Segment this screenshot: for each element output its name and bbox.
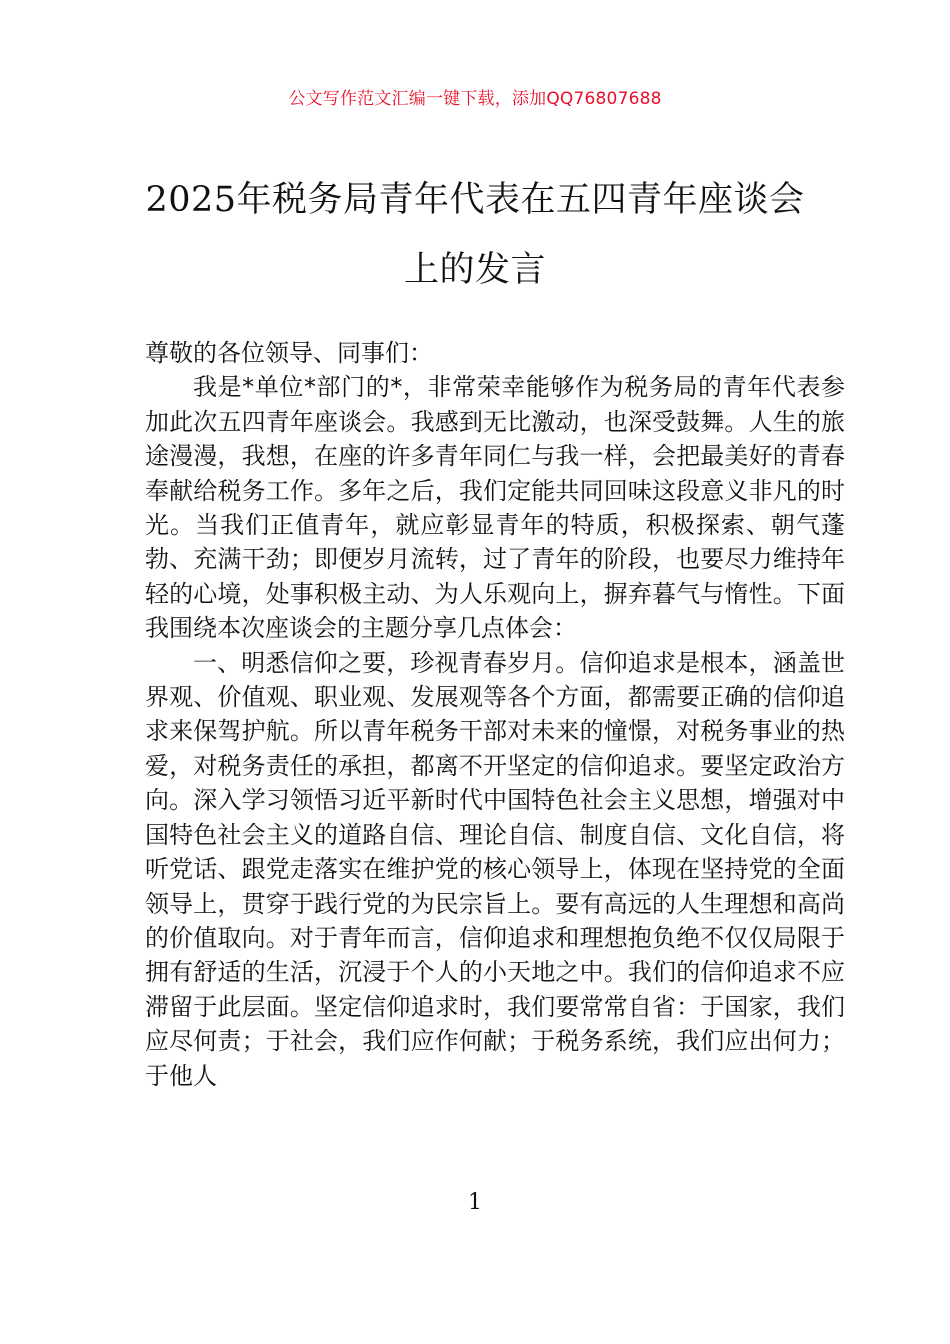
document-title-line-2: 上的发言 (403, 250, 546, 290)
document-title-line-1: 2025年税务局青年代表在五四青年座谈会 (145, 180, 805, 220)
page-number: 1 (468, 1190, 482, 1215)
paragraph-section-one (145, 646, 845, 1093)
download-watermark: 公文写作范文汇编一键下载，添加QQ76807688 (288, 89, 662, 109)
paragraph-intro: 我是*单位*部门的*，非常荣幸能够作为税务局的青年代表参加此次五四青年座谈会。我感到无比激动，也深受鼓舞。人生的旅途漫漫，我想，在座的许多青年同仁与我一样，会把最美好的青春奉献给税务工作。多年之后，我们定能共同回味这段意义非凡的时光。当我们正值青年，就应彰显青年的特质，积极探索、朝气蓬勃、充满干劲；即便岁月流转，过了青年的阶段，也要尽力维持年轻的心境，处事积极主动、为人乐观向上，摒弃暮气与惰性。下面我围绕本次座谈会的主题分享几点体会： (145, 373, 845, 643)
salutation: 尊敬的各位领导、同事们： (145, 339, 433, 367)
section-one-heading: 一、明悉信仰之要，珍视青春岁月。 (193, 648, 580, 677)
document-body (145, 336, 845, 1093)
section-one-body: 信仰追求是根本，涵盖世界观、价值观、职业观、发展观等各个方面，都需要正确的信仰追求来保驾护航。所以青年税务干部对未来的憧憬，对税务事业的热爱，对税务责任的承担，都离不开坚定的信仰追求。要坚定政治方向。深入学习领悟习近平新时代中国特色社会主义思想，增强对中国特色社会主义的道路自信、理论自信、制度自信、文化自信，将听党话、跟党走落实在维护党的核心领导上，体现在坚持党的全面领导上，贯穿于践行党的为民宗旨上。要有高远的人生理想和高尚的价值取向。对于青年而言，信仰追求和理想抱负绝不仅仅局限于拥有舒适的生活，沉浸于个人的小天地之中。我们的信仰追求不应滞留于此层面。坚定信仰追求时，我们要常常自省：于国家，我们应尽何责；于社会，我们应作何献；于税务系统，我们应出何力；于他人 (145, 648, 846, 1090)
